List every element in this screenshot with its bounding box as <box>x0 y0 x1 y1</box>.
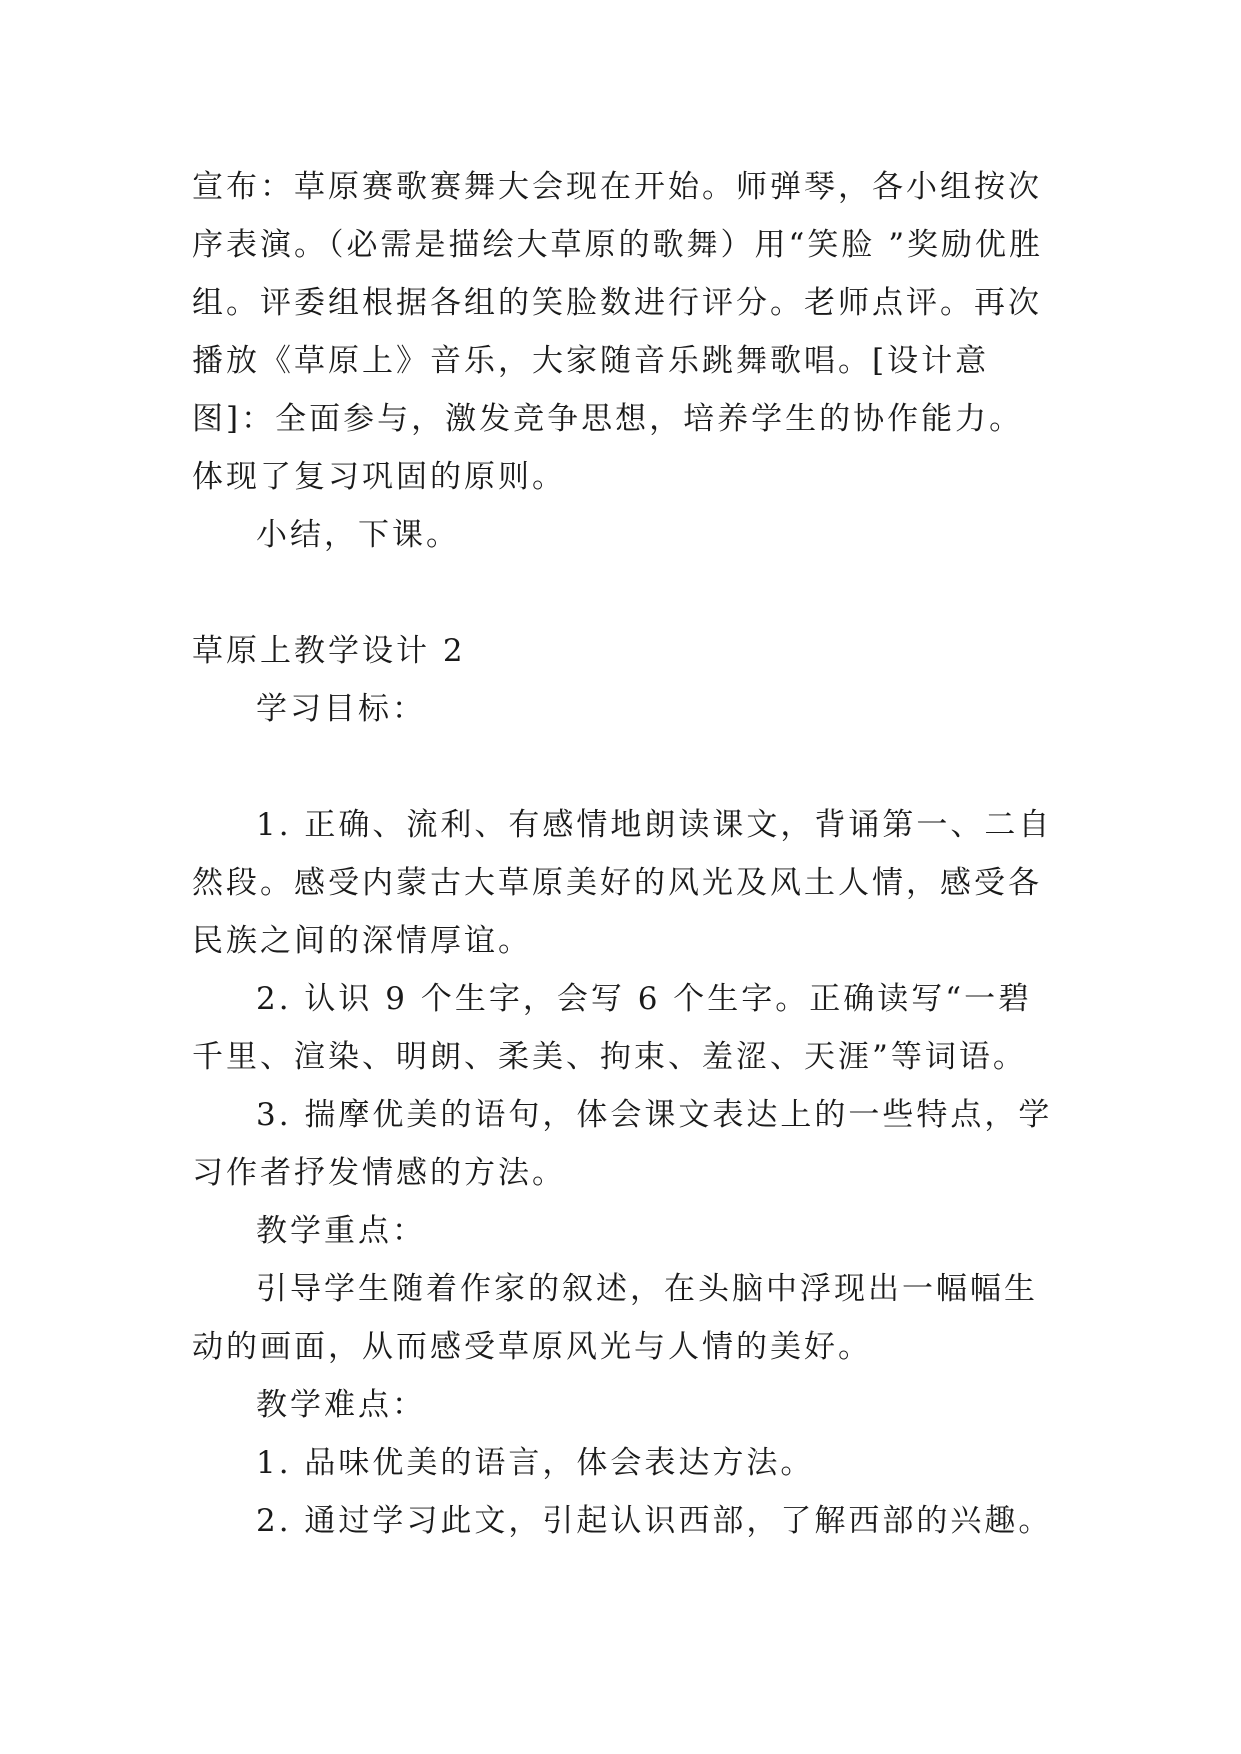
difficulty-item-1: 1. 品味优美的语言，体会表达方法。 <box>256 1445 815 1481</box>
teaching-focus-text: 引导学生随着作家的叙述，在头脑中浮现出一幅幅生动的画面，从而感受草原风光与人情的美好。 <box>192 1271 1038 1365</box>
blank-line <box>192 564 1056 622</box>
document-body <box>192 158 1056 1550</box>
difficulty-item-2: 2. 通过学习此文，引起认识西部，了解西部的兴趣。 <box>256 1503 1053 1539</box>
goal-item-3: 3. 揣摩优美的语句，体会课文表达上的一些特点，学习作者抒发情感的方法。 <box>192 1097 1053 1191</box>
teaching-focus-heading: 教学重点： <box>256 1213 426 1249</box>
blank-line <box>192 738 1056 796</box>
goal-item-1: 1. 正确、流利、有感情地朗读课文，背诵第一、二自然段。感受内蒙古大草原美好的风光及风土人情，感受各民族之间的深情厚谊。 <box>192 807 1053 959</box>
section-heading: 草原上教学设计 2 <box>192 633 466 669</box>
teaching-difficulty-heading: 教学难点： <box>256 1387 426 1423</box>
goal-item-2: 2. 认识 9 个生字，会写 6 个生字。正确读写“一碧千里、渲染、明朗、柔美、拘束、羞涩、天涯”等词语。 <box>192 981 1033 1075</box>
learning-goals-heading: 学习目标： <box>256 691 426 727</box>
paragraph-summary: 小结，下课。 <box>256 517 460 553</box>
paragraph-contest: 宣布：草原赛歌赛舞大会现在开始。师弹琴，各小组按次序表演。（必需是描绘大草原的歌舞）用“笑脸 ”奖励优胜组。评委组根据各组的笑脸数进行评分。老师点评。再次播放《草原上》音乐，大家随音乐跳舞歌唱。[设计意图]：全面参与，激发竞争思想，培养学生的协作能力。体现了复习巩固的原则。 <box>192 169 1044 495</box>
